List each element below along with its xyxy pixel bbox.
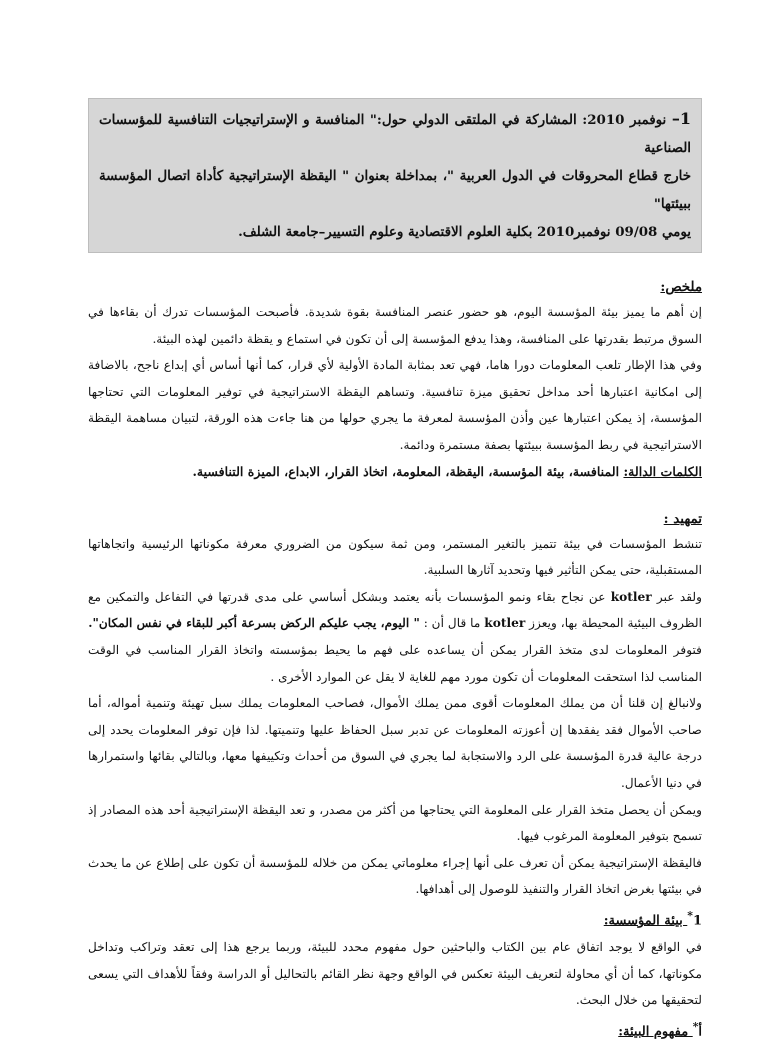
conference-header-box — [88, 98, 702, 253]
kotler-name-1: kotler — [610, 589, 652, 604]
section-1a-title: أ* مفهوم البيئة: — [618, 1019, 702, 1040]
summary-paragraph-2: وفي هذا الإطار تلعب المعلومات دورا هاما، فهي تعد بمثابة المادة الأولية لأي قرار، كما أنها أساس أي إبداع ناجح، بالاضافة إلى امكانية اعتبارها أحد مداخل تحقيق ميزة تنافسية. وتساهم اليقظة الاستراتيجية في توفير المعلومات التي تحتاجها المؤسسة، إذ يمكن اعتبارها عين وأذن المؤسسة لمعرفة ما يجري حولها من هنا جاءت هذه الورقة، لتبيان مساهمة اليقظة الاستراتيجية في ربط المؤسسة ببيئتها بصفة مستمرة ودائمة. — [88, 358, 702, 452]
item-number: 1– — [671, 109, 691, 128]
section-1a-label: مفهوم البيئة: — [618, 1024, 693, 1040]
summary-paragraph-1: إن أهم ما يميز بيئة المؤسسة اليوم، هو حضور عنصر المنافسة بقوة شديدة. فأصبحت المؤسسات تدرك أن بقاءها في السوق مرتبط بقدرتها على المنافسة، وهذا يدفع المؤسسة إلى أن تكون في استماع و يقظة دائمين لهذه البيئة. — [88, 305, 702, 346]
intro-paragraph-3: فتوفر المعلومات لدى متخذ القرار يمكن أن يساعده على فهم ما يحيط بمؤسسته واتخاذ القرار المناسب في الوقت المناسب لذا استحقت المعلومات أن تكون مورد مهم للغاية لا يقل عن الموارد الأخرى . — [88, 642, 702, 684]
intro-paragraph-2: ولقد عبر kotler عن نجاح بقاء ونمو المؤسسات بأنه يعتمد وبشكل أساسي على مدى قدرتها في التفاعل والتمكين مع الظروف البيئية المحيطة بها، ويعزز kotler ما قال أن : " اليوم، يجب عليكم الركض بسرعة أكبر للبقاء في نفس المكان". — [88, 589, 702, 631]
intro-paragraph-5: ويمكن أن يحصل متخذ القرار على المعلومة التي يحتاجها من أكثر من مصدر، و تعد اليقظة الإستراتيجية أحد هذه المصادر إذ تسمح بتوفير المعلومة المرغوب فيها. — [88, 802, 702, 844]
intro-paragraph-6: فاليقظة الإستراتيجية يمكن أن تعرف على أنها إجراء معلوماتي يمكن من خلاله للمؤسسة أن تكون على إطلاع عن ما يحدث في بيئتها بغرض اتخاذ القرار والتنفيذ للوصول إلى أهدافها. — [88, 855, 702, 897]
section-1-title: 1* بيئة المؤسسة: — [603, 908, 702, 929]
header-line-1: 1– نوفمبر 2010: المشاركة في الملتقى الدولي حول:" المنافسة و الإستراتيجيات التنافسية للمؤسسات الصناعية — [99, 109, 691, 156]
keywords-line — [88, 459, 702, 485]
summary-heading: ملخص: — [660, 279, 702, 295]
intro-paragraph-4: ولانبالغ إن قلنا أن من يملك المعلومات أقوى ممن يملك الأموال، فصاحب المعلومات يملك سبل تهيئة وتنمية أمواله، أما صاحب الأموال فقد يفقدها إن أعوزته المعلومات عن تدبر سبل الحفاظ عليها وتنميتها. لذا فإن توفر المعلومات يحدد إلى درجة عالية قدرة المؤسسة على الرد والاستجابة لما يجري في السوق من أحداث وتكييفها معها، وبالتالي بقائها واستمرارها في دنيا الأعمال. — [88, 696, 702, 790]
keywords-text: المنافسة، بيئة المؤسسة، اليقظة، المعلومة، اتخاذ القرار، الابداع، الميزة التنافسية. — [192, 463, 624, 479]
section-1-number: 1 — [692, 913, 702, 929]
header-line-3: يومي 09/08 نوفمبر2010 بكلية العلوم الاقتصادية وعلوم التسيير–جامعة الشلف. — [238, 224, 691, 240]
intro-heading: تمهيد : — [663, 510, 702, 527]
kotler-name-2: kotler — [484, 616, 526, 631]
kotler-quote: " اليوم، يجب عليكم الركض بسرعة أكبر للبقاء في نفس المكان". — [88, 616, 420, 631]
section-1a-letter: أ — [698, 1024, 702, 1040]
keywords-label: الكلمات الدالة: — [623, 463, 702, 479]
section-1-label: بيئة المؤسسة: — [603, 913, 688, 929]
header-line-2: خارج قطاع المحروقات في الدول العربية "، بمداخلة بعنوان " اليقظة الإستراتيجية كأداة اتصال المؤسسة ببيئتها" — [99, 168, 691, 212]
section-1-paragraph: في الواقع لا يوجد اتفاق عام بين الكتاب والباحثين حول مفهوم محدد للبيئة، وربما يرجع هذا إلى تعقد وتراكب وتداخل مكوناتها، كما أن أي محاولة لتعريف البيئة تعكس في الواقع وجهة نظر القائم بالتحاليل أو الدراسة وفقاً للأهداف التي يسعى لتحقيقها من خلال البحث. — [88, 940, 702, 1008]
intro-paragraph-1: تنشط المؤسسات في بيئة تتميز بالتغير المستمر، ومن ثمة سيكون من الضروري معرفة مكوناتها الرئيسية واتجاهاتها المستقبلية، حتى يمكن التأثير فيها وتحديد آثارها السلبية. — [88, 536, 702, 578]
document-page — [88, 98, 702, 1045]
